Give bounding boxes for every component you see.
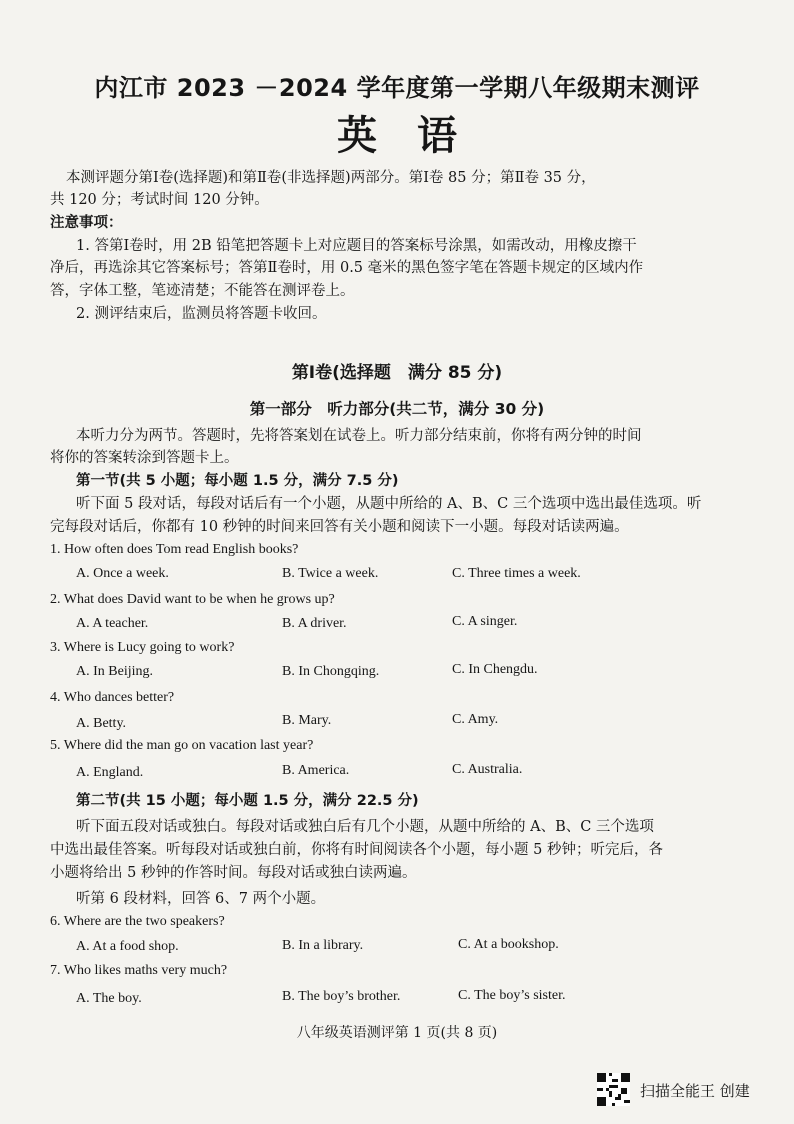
notes-heading: 注意事项： <box>50 215 123 231</box>
question-7-option-a: A. The boy. <box>76 991 142 1006</box>
question-2-option-a: A. A teacher. <box>76 616 149 631</box>
question-2-option-c: C. A singer. <box>452 614 518 629</box>
question-3-option-c: C. In Chengdu. <box>452 662 538 677</box>
question-1-option-c: C. Three times a week. <box>452 566 581 581</box>
section-1-instruction-2: 完每段对话后，你都有 10 秒钟的时间来回答有关小题和阅读下一小题。每段对话读两遍。 <box>50 519 629 535</box>
question-7-stem: 7. Who likes maths very much? <box>50 963 228 978</box>
section-1-instruction-1: 听下面 5 段对话，每段对话后有一个小题，从题中所给的 A、B、C 三个选项中选出最佳选项。听 <box>76 496 702 512</box>
question-6-option-a: A. At a food shop. <box>76 939 179 954</box>
section-2-sub-heading: 第二节(共 15 小题；每小题 1.5 分，满分 22.5 分) <box>76 793 419 809</box>
intro-line-1: 本测评题分第Ⅰ卷(选择题)和第Ⅱ卷(非选择题)两部分。第Ⅰ卷 85 分；第Ⅱ卷 35 分， <box>66 170 596 186</box>
section-1-sub-heading: 第一节(共 5 小题；每小题 1.5 分，满分 7.5 分) <box>76 473 399 489</box>
question-4-stem: 4. Who dances better? <box>50 690 175 705</box>
section-2-instruction-2: 中选出最佳答案。听每段对话或独白前，你将有时间阅读各个小题，每小题 5 秒钟；听完后，各 <box>50 842 663 858</box>
question-1-option-b: B. Twice a week. <box>282 566 379 581</box>
question-4-option-b: B. Mary. <box>282 713 332 728</box>
page-footer: 八年级英语测评第 1 页(共 8 页) <box>296 1025 498 1041</box>
question-5-option-a: A. England. <box>76 765 144 780</box>
question-7-option-b: B. The boy’s brother. <box>282 989 401 1004</box>
question-5-option-c: C. Australia. <box>452 762 523 777</box>
qr-code-icon <box>597 1073 630 1106</box>
section-1-heading: 第Ⅰ卷(选择题 满分 85 分) <box>291 363 503 383</box>
section-2-instruction-3: 小题将给出 5 秒钟的作答时间。每段对话或独白读两遍。 <box>50 865 417 881</box>
question-6-option-b: B. In a library. <box>282 938 364 953</box>
note-1-line-3: 答，字体工整，笔迹清楚；不能答在测评卷上。 <box>50 283 355 299</box>
question-3-stem: 3. Where is Lucy going to work? <box>50 640 235 655</box>
part-1-heading: 第一部分 听力部分(共二节，满分 30 分) <box>249 400 545 418</box>
question-1-option-a: A. Once a week. <box>76 566 169 581</box>
part-1-intro-1: 本听力分为两节。答题时，先将答案划在试卷上。听力部分结束前，你将有两分钟的时间 <box>76 428 642 444</box>
exam-title: 内江市 2023 －2024 学年度第一学期八年级期末测评 <box>94 74 700 102</box>
question-4-option-a: A. Betty. <box>76 716 127 731</box>
note-1-line-2: 净后，再选涂其它答案标号；答第Ⅱ卷时，用 0.5 毫米的黑色签字笔在答题卡规定的区域内作 <box>50 260 644 276</box>
question-5-option-b: B. America. <box>282 763 350 778</box>
question-2-option-b: B. A driver. <box>282 616 347 631</box>
question-6-stem: 6. Where are the two speakers? <box>50 914 225 929</box>
note-1-line-1: 1. 答第Ⅰ卷时，用 2B 铅笔把答题卡上对应题目的答案标号涂黑，如需改动，用橡皮擦干 <box>76 238 637 254</box>
note-2: 2. 测评结束后，监测员将答题卡收回。 <box>76 306 327 322</box>
section-2-instruction-1: 听下面五段对话或独白。每段对话或独白后有几个小题，从题中所给的 A、B、C 三个选项 <box>76 819 654 835</box>
question-2-stem: 2. What does David want to be when he grows up? <box>50 592 335 607</box>
question-3-option-a: A. In Beijing. <box>76 664 153 679</box>
question-7-option-c: C. The boy’s sister. <box>458 988 566 1003</box>
question-4-option-c: C. Amy. <box>452 712 499 727</box>
part-1-intro-2: 将你的答案转涂到答题卡上。 <box>50 450 239 466</box>
question-3-option-b: B. In Chongqing. <box>282 664 380 679</box>
subject-title: 英语 <box>337 113 497 159</box>
material-6-note: 听第 6 段材料，回答 6、7 两个小题。 <box>76 891 326 907</box>
question-1-stem: 1. How often does Tom read English books? <box>50 542 299 557</box>
intro-line-2: 共 120 分；考试时间 120 分钟。 <box>50 192 269 208</box>
scanner-watermark: 扫描全能王 创建 <box>640 1082 750 1100</box>
question-6-option-c: C. At a bookshop. <box>458 937 559 952</box>
question-5-stem: 5. Where did the man go on vacation last year? <box>50 738 314 753</box>
